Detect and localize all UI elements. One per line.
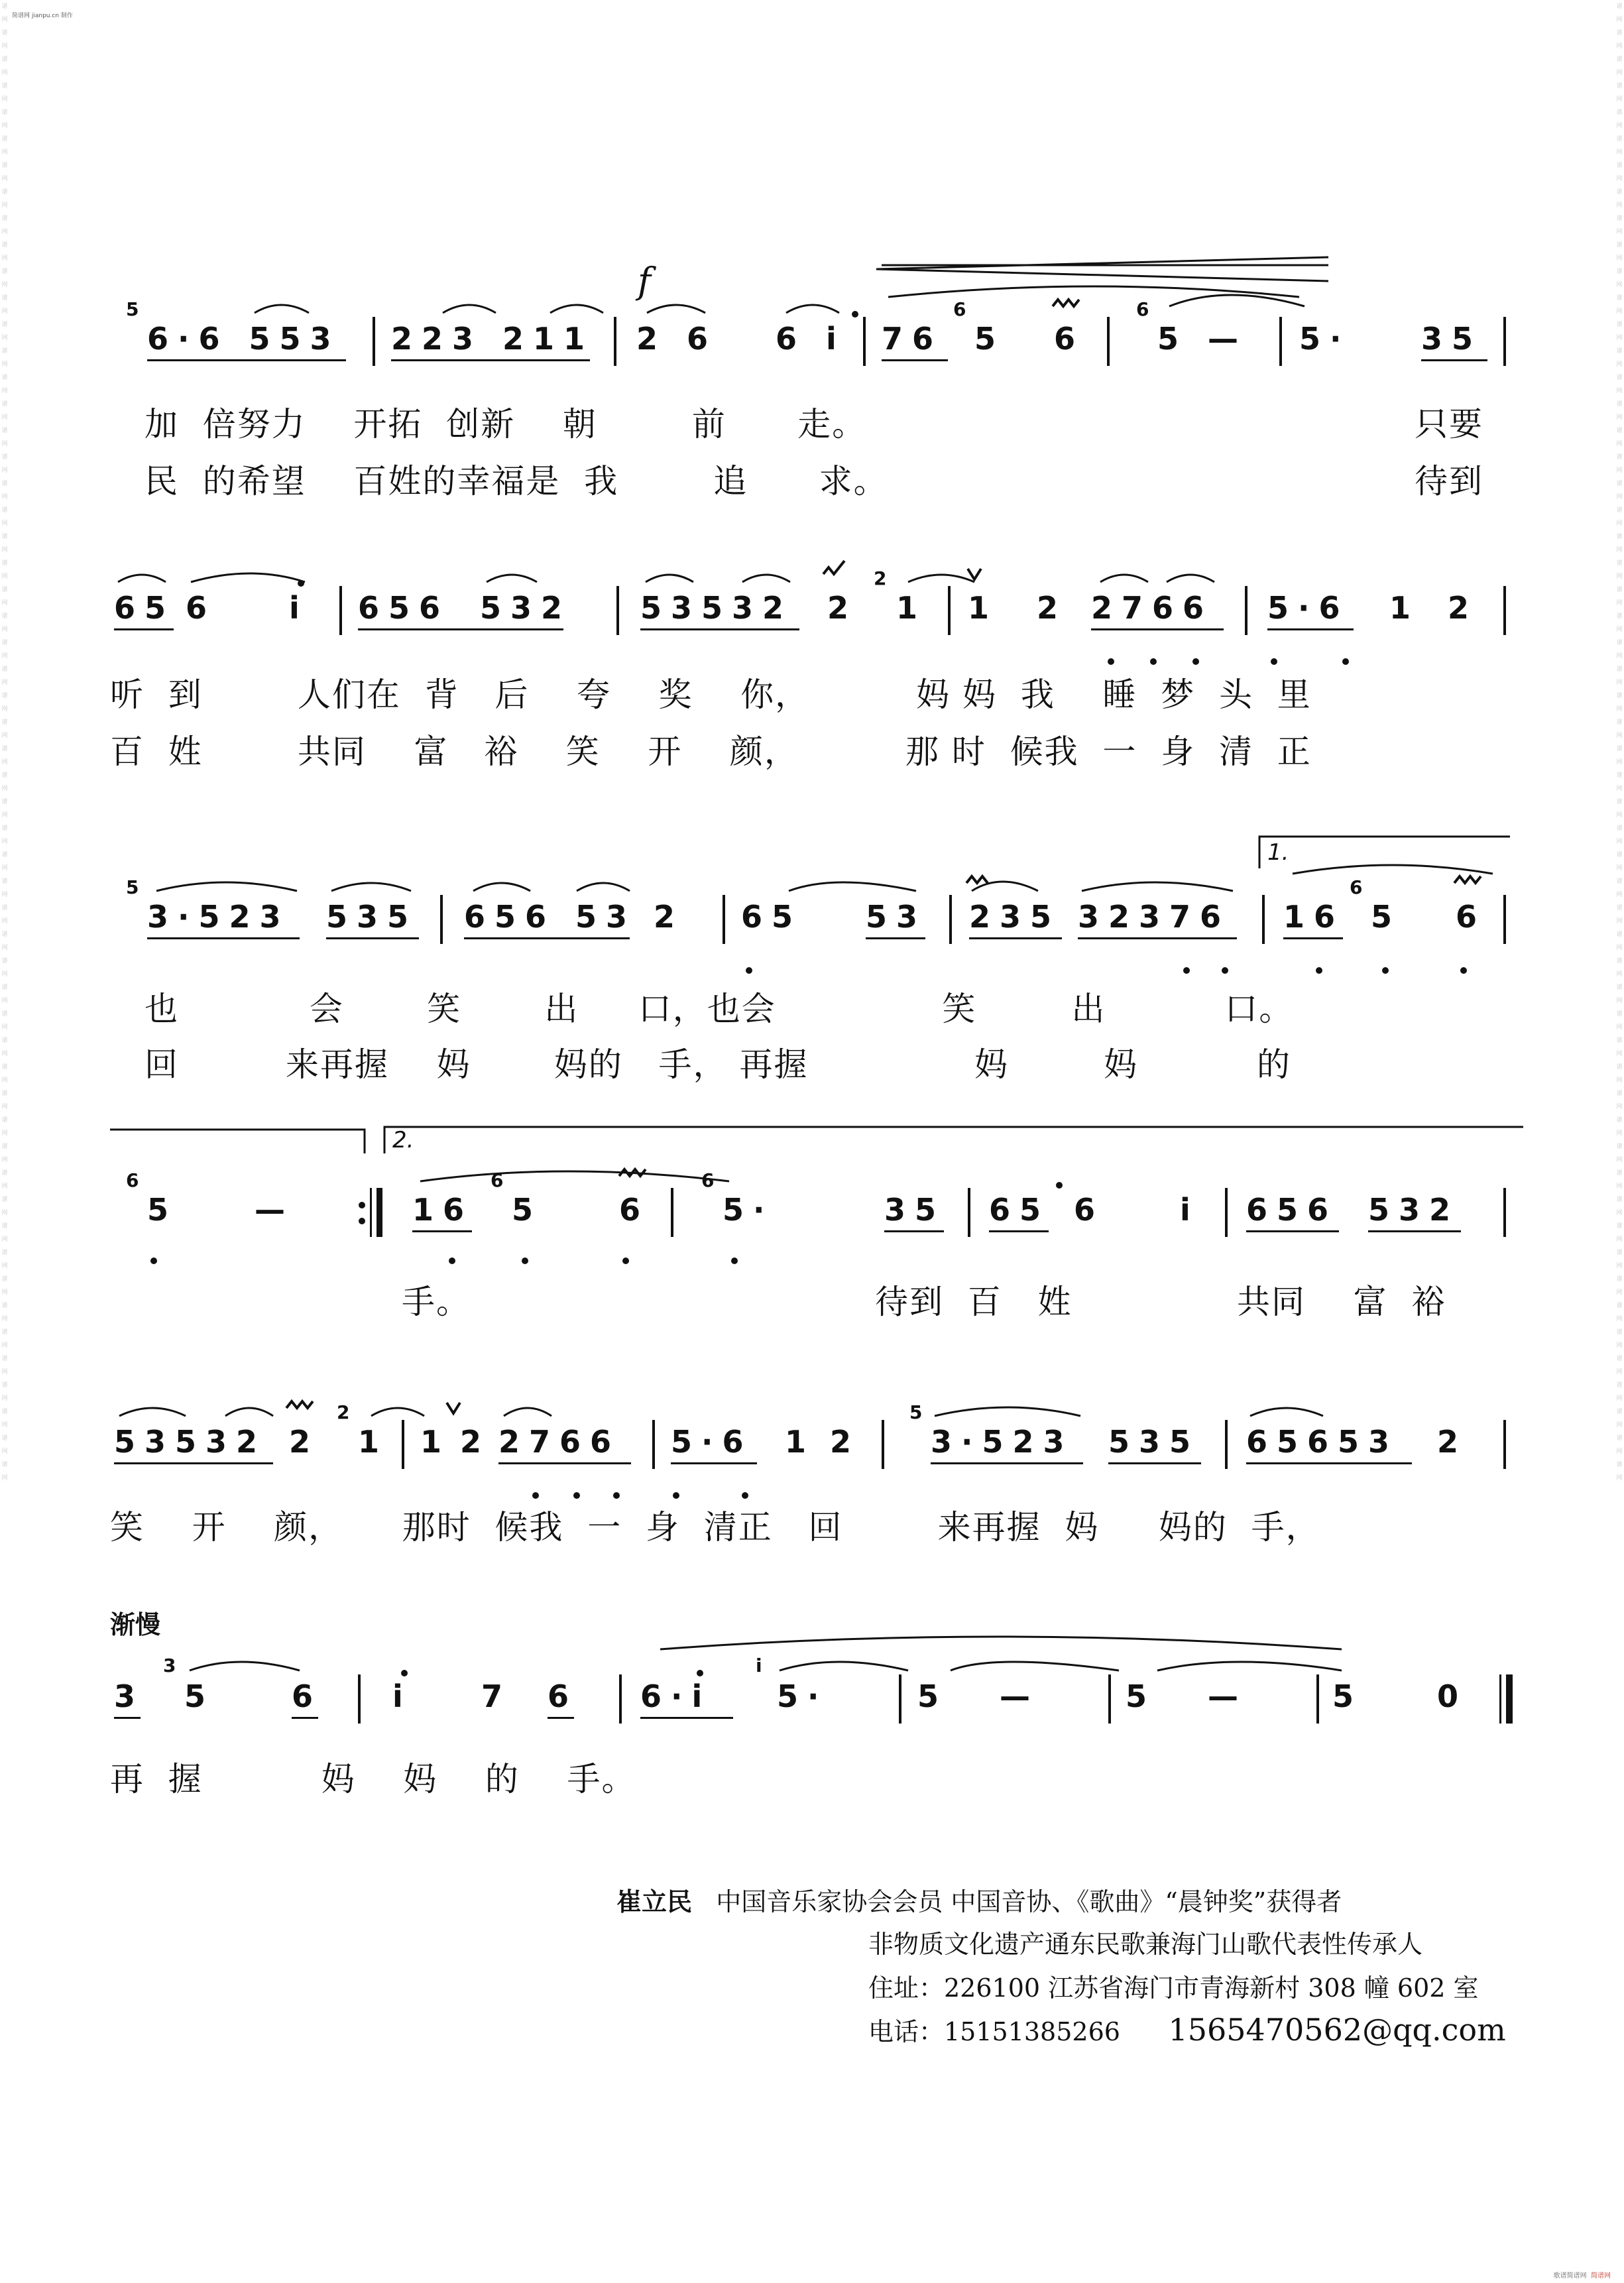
note-group: 53532: [114, 1424, 267, 1460]
grace-note: 6: [491, 1169, 504, 1191]
note-group: 2: [827, 590, 858, 626]
slur: [780, 1662, 908, 1670]
volta-2-bracket: [384, 1127, 1523, 1153]
mordent-mark: [823, 561, 844, 574]
lyric-line-1: 加 倍努力 开拓 创新 朝 前 走。: [145, 405, 867, 443]
lyric-line-1: 听 到 人们在 背 后 夸 奖 你， 妈 妈 我 睡 梦 头 里: [110, 675, 1312, 714]
slur: [371, 1408, 424, 1416]
note-group: 2: [460, 1424, 491, 1460]
slur: [742, 575, 790, 582]
slur: [647, 305, 705, 313]
note-group: 535: [326, 899, 418, 935]
note-group: 65: [989, 1192, 1051, 1228]
note-group: 6 i: [776, 321, 846, 357]
grace-note: 6: [1136, 298, 1149, 320]
mordent-mark: [1053, 300, 1079, 306]
octave-dot: [1183, 967, 1190, 974]
note-group: 6·6 553: [147, 321, 341, 357]
mordent-mark: [619, 1169, 646, 1176]
octave-dot: [1222, 967, 1228, 974]
slur: [1167, 575, 1214, 582]
lyric-line-1b: 待到 百 姓: [875, 1283, 1073, 1321]
grace-note: 5: [126, 298, 139, 320]
note-group: 2: [830, 1424, 861, 1460]
decrescendo-hairpin: [876, 257, 1328, 281]
note-group: 656 53: [464, 899, 637, 935]
lyric-line-2: 回 来再握 妈 妈的 手， 再握 妈 妈 的: [145, 1045, 1292, 1084]
note-group: 6·i: [640, 1678, 712, 1714]
note-group: 2: [1037, 590, 1068, 626]
slur: [951, 1662, 1119, 1670]
note-group: 6: [1074, 1192, 1105, 1228]
slur: [443, 305, 496, 313]
note-group: 535: [1108, 1424, 1200, 1460]
watermark-strip-right: 谱 网 谱 网 谱 网 谱 网 谱 网 谱 网 谱 网 谱 网 谱 网 谱 网 谱 网 谱 网 谱 网 谱 网 谱 网 谱 网 谱 网 谱 网 谱 网 谱 网 谱 网 谱 网 谱 网 谱 网 谱 网 谱 网 谱 网 谱 网 谱 网 谱 网 谱 网 谱 网 谱 网 谱 网 谱 网 谱 网 谱 网 谱 网 谱 网 谱 网 谱 网 谱 网 谱 网 谱 网 谱 网 谱 网 谱 网 谱 网 谱 网 谱 网 谱 网 谱 网 谱 网 谱 网 谱 网 谱 网: [1616, 3, 1623, 1482]
volta-1-bracket: [1259, 837, 1510, 868]
note-group: i: [1180, 1192, 1200, 1228]
mordent-mark: [966, 876, 988, 883]
octave-dot: [1316, 967, 1322, 974]
note-group: 223 211: [391, 321, 595, 357]
note-group: 2: [289, 1424, 320, 1460]
note-group: 2766: [498, 1424, 621, 1460]
note-group: 6: [292, 1678, 323, 1714]
author-name: 崔立民: [616, 1887, 693, 1916]
octave-dot: [1108, 658, 1114, 665]
octave-dot: [1271, 658, 1277, 665]
slur: [1157, 1662, 1342, 1670]
note-group: 65653: [1246, 1424, 1399, 1460]
note-group: 6: [1456, 899, 1487, 935]
slur: [908, 575, 974, 582]
page-header-tag: 简谱网 jianpu.cn 制作: [12, 13, 73, 19]
note-group: 2: [1448, 590, 1479, 626]
octave-dot: [1150, 658, 1157, 665]
note-group: 5: [1332, 1678, 1363, 1714]
credits-line-1: 崔立民 中国音乐家协会会员 中国音协、《歌曲》“晨钟奖”获得者: [616, 1887, 1342, 1916]
note-group: 53532: [640, 590, 793, 626]
note-group: 16: [1283, 899, 1345, 935]
lyric-line-1: 再 握 妈 妈 的 手。: [110, 1760, 636, 1798]
octave-dot: [852, 311, 858, 318]
lyric-line-2: 百 姓 共同 富 裕 笑 开 颜， 那 时 候我 一 身 清 正: [110, 732, 1312, 771]
lyric-line-1: 也 会 笑 出 口，也会 笑 出 口。: [145, 990, 1294, 1028]
slur: [789, 882, 916, 891]
note-group: —: [1208, 1678, 1247, 1714]
note-group: 5: [147, 1192, 178, 1228]
note-group: 5·: [723, 1192, 774, 1228]
email-address: 1565470562@qq.com: [1168, 2012, 1506, 2048]
note-group: 65: [741, 899, 803, 935]
grace-note: 3: [163, 1655, 176, 1676]
note-group: 5·: [1299, 321, 1351, 357]
note-group: 76: [882, 321, 943, 357]
lyric-line-1c: 共同 富 裕: [1237, 1283, 1446, 1321]
note-group: 3·523: [147, 899, 290, 935]
slur: [972, 882, 1038, 891]
lyric-line-1: 笑 开 颜， 那时 候我 一 身 清正 回 来再握 妈 妈的 手，: [110, 1508, 1320, 1547]
note-group: 532: [480, 590, 572, 626]
octave-dot: [746, 967, 752, 974]
grace-note: 6: [701, 1169, 715, 1191]
grace-note: 2: [337, 1401, 350, 1423]
slur: [786, 305, 839, 313]
volta-1-continue: [110, 1130, 365, 1153]
note-group: 5·6: [671, 1424, 753, 1460]
note-group: 2 6: [636, 321, 718, 357]
dynamic-forte: f: [638, 260, 651, 302]
grace-note: 2: [874, 567, 887, 589]
repeat-dot: [359, 1218, 365, 1224]
octave-dot: [150, 1258, 157, 1264]
note-group: i: [392, 1678, 412, 1714]
grace-note: 6: [1350, 876, 1363, 898]
slur: [577, 883, 630, 891]
octave-dot: [573, 1492, 580, 1499]
slur: [1293, 865, 1493, 874]
note-group: 1: [896, 590, 927, 626]
octave-dot: [622, 1258, 629, 1264]
watermark-strip-left: 谱 网 谱 网 谱 网 谱 网 谱 网 谱 网 谱 网 谱 网 谱 网 谱 网 谱 网 谱 网 谱 网 谱 网 谱 网 谱 网 谱 网 谱 网 谱 网 谱 网 谱 网 谱 网 谱 网 谱 网 谱 网 谱 网 谱 网 谱 网 谱 网 谱 网 谱 网 谱 网 谱 网 谱 网 谱 网 谱 网 谱 网 谱 网 谱 网 谱 网 谱 网 谱 网 谱 网 谱 网 谱 网 谱 网 谱 网 谱 网 谱 网 谱 网 谱 网 谱 网 谱 网 谱 网 谱 网 谱 网: [1, 3, 8, 1482]
note-group: 53: [866, 899, 927, 935]
slur: [1082, 882, 1233, 891]
page-footer-tag: 歌谱简谱网 简谱网: [1553, 2272, 1611, 2280]
note-group: 1: [358, 1424, 389, 1460]
note-group: 1: [420, 1424, 451, 1460]
slur: [255, 305, 309, 313]
octave-dot: [1382, 967, 1389, 974]
slur: [420, 1171, 729, 1181]
credits-line-3: 住址：226100 江苏省海门市青海新村 308 幢 602 室: [868, 1973, 1479, 2003]
breath-mark: [968, 569, 981, 579]
note-group: 5·6: [1267, 590, 1350, 626]
slur: [935, 1407, 1080, 1416]
octave-dot: [1460, 967, 1467, 974]
grace-note: i: [756, 1655, 762, 1676]
note-group: 3·523: [931, 1424, 1074, 1460]
slur: [118, 575, 166, 582]
note-group: 6: [186, 590, 217, 626]
octave-dot: [673, 1492, 679, 1499]
octave-dot: [449, 1258, 455, 1264]
mordent-mark: [286, 1401, 313, 1408]
slur: [646, 575, 693, 582]
tempo-ritardando: 渐慢: [110, 1610, 161, 1639]
note-group: 1: [785, 1424, 816, 1460]
lyric-end-2: 待到: [1415, 462, 1483, 500]
slur: [191, 573, 305, 582]
note-group: i: [289, 590, 309, 626]
slur: [504, 1408, 551, 1416]
note-group: 65: [114, 590, 176, 626]
note-group: 5 —: [1157, 321, 1248, 357]
note-group: 532: [1368, 1192, 1460, 1228]
note-group: 1: [1389, 590, 1421, 626]
octave-dot: [532, 1492, 539, 1499]
note-group: 35: [1421, 321, 1483, 357]
grace-note: 5: [909, 1401, 923, 1423]
mordent-mark: [1454, 876, 1481, 883]
grace-note: 6: [126, 1169, 139, 1191]
note-group: 6: [1054, 321, 1085, 357]
note-group: 5: [974, 321, 1006, 357]
lyric-line-2: 民 的希望 百姓的幸福是 我 追 求。: [145, 462, 888, 500]
note-group: 2: [1437, 1424, 1468, 1460]
octave-dot: [1056, 1182, 1063, 1189]
note-group: 5: [917, 1678, 949, 1714]
note-group: 35: [884, 1192, 946, 1228]
slur: [1250, 1408, 1323, 1416]
note-group: 5: [184, 1678, 215, 1714]
note-group: 656: [358, 590, 450, 626]
octave-dot: [742, 1492, 748, 1499]
octave-dot: [1192, 658, 1199, 665]
note-group: 32376: [1078, 899, 1231, 935]
slur: [331, 883, 411, 891]
breath-mark: [447, 1403, 460, 1413]
repeat-dot: [359, 1202, 365, 1208]
slur: [225, 1408, 273, 1416]
note-group: 5: [1371, 899, 1402, 935]
note-group: 5·: [777, 1678, 829, 1714]
note-group: 16: [412, 1192, 474, 1228]
note-group: 0: [1437, 1678, 1468, 1714]
note-group: 6: [619, 1192, 650, 1228]
octave-dot: [298, 580, 304, 587]
slur: [119, 1408, 186, 1416]
note-group: 656: [1246, 1192, 1338, 1228]
tie: [660, 1637, 1342, 1649]
slur: [550, 305, 603, 313]
lyric-end-1: 只要: [1415, 405, 1483, 443]
credits-line-2: 非物质文化遗产通东民歌兼海门山歌代表性传承人: [868, 1930, 1423, 1959]
note-group: 2: [654, 899, 685, 935]
note-group: 3: [114, 1678, 145, 1714]
note-group: 6: [548, 1678, 579, 1714]
note-group: 235: [969, 899, 1061, 935]
note-group: —: [1000, 1678, 1039, 1714]
grace-note: 5: [126, 876, 139, 898]
octave-dot: [1342, 658, 1349, 665]
note-group: —: [255, 1192, 294, 1228]
note-group: 5: [512, 1192, 543, 1228]
slur: [487, 575, 537, 582]
slur: [156, 882, 297, 891]
slur: [1100, 575, 1148, 582]
slur: [190, 1662, 300, 1670]
note-group: 7: [481, 1678, 512, 1714]
octave-dot: [613, 1492, 620, 1499]
octave-dot: [697, 1670, 703, 1676]
grace-note: 6: [953, 298, 966, 320]
volta-1-label: 1.: [1267, 839, 1289, 866]
octave-dot: [731, 1258, 738, 1264]
note-group: 1: [968, 590, 999, 626]
lyric-line-1: 手。: [402, 1283, 471, 1321]
note-group: 5: [1126, 1678, 1157, 1714]
slur: [1169, 295, 1305, 306]
volta-2-label: 2.: [392, 1127, 414, 1153]
slur: [473, 883, 530, 891]
octave-dot: [401, 1670, 408, 1676]
octave-dot: [522, 1258, 528, 1264]
note-group: 2766: [1091, 590, 1214, 626]
credits-line-4: 电话：15151385266 1565470562@qq.com: [868, 2012, 1506, 2048]
